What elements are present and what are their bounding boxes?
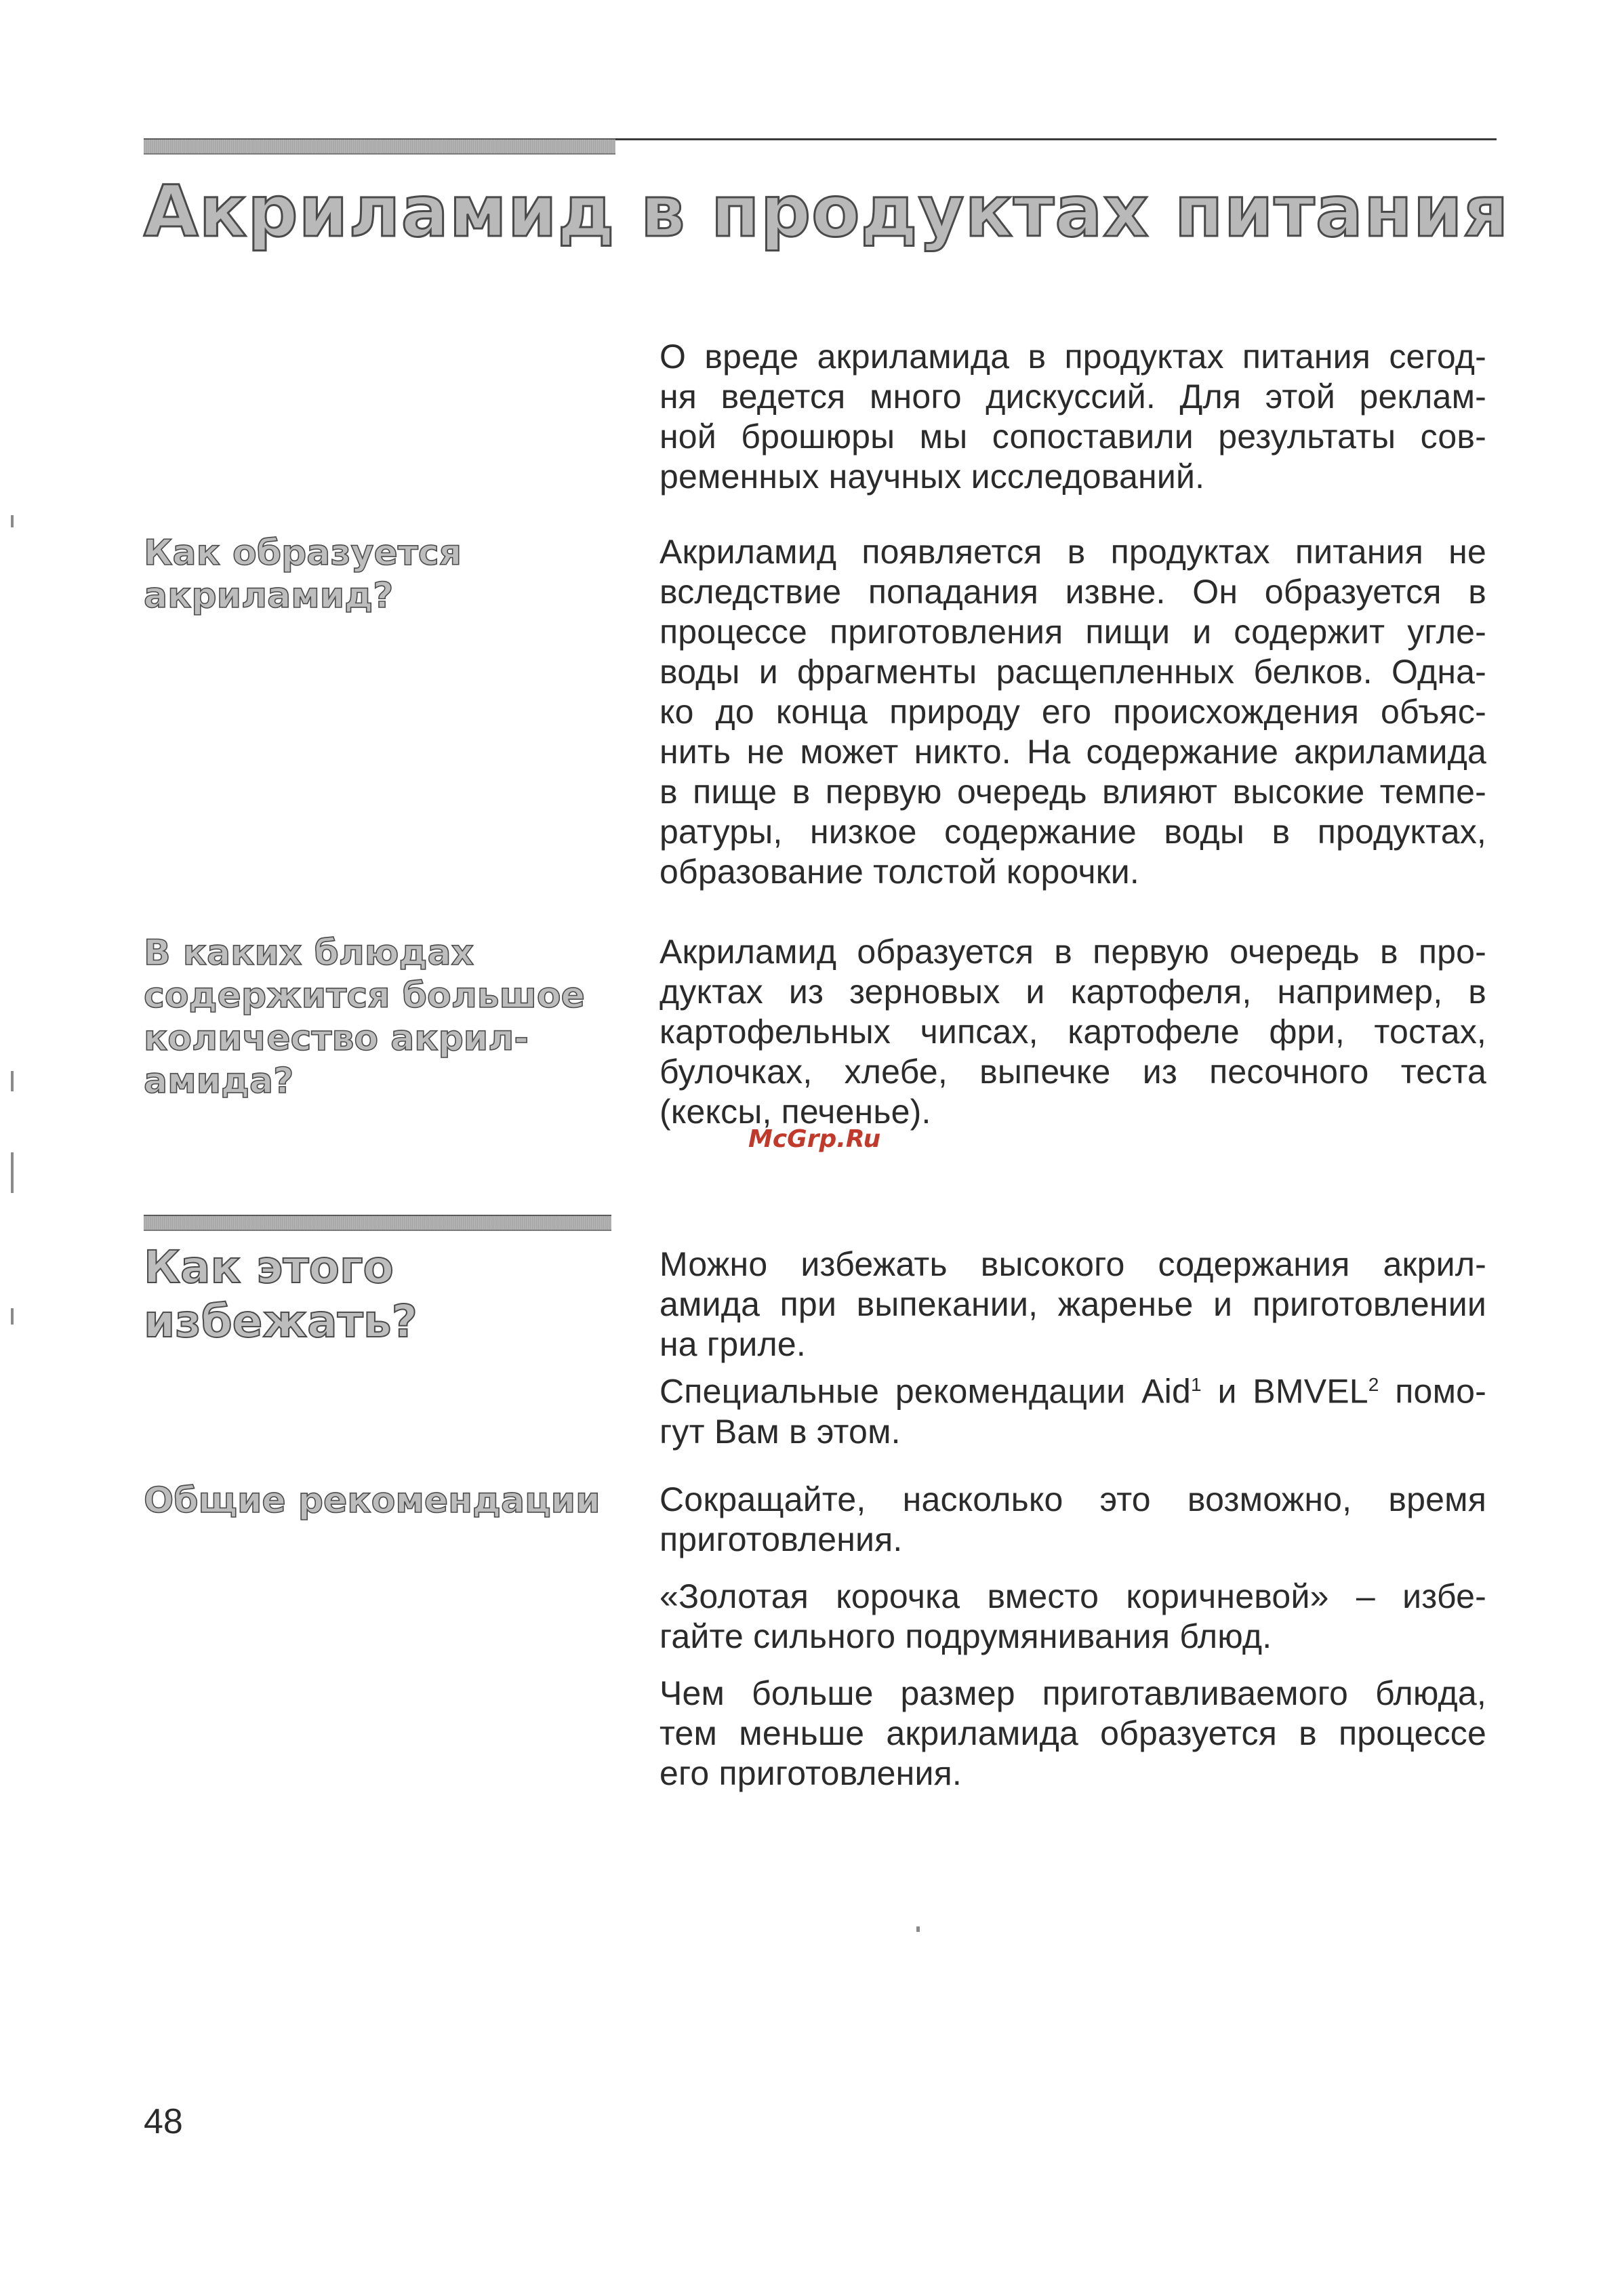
section4-body [659,1480,1486,1794]
text-line: гайте сильного подрумянивания блюд. [659,1617,1272,1655]
section2-heading [144,932,632,1103]
text-line: в пище в первую очередь влияют высокие темпе- [659,773,1486,811]
text-line: его приготовления. [659,1754,962,1792]
recommendation-2 [659,1577,1486,1657]
recommendation-1 [659,1480,1486,1560]
special-suffix: помо- [1379,1372,1486,1411]
text-line: гут Вам в этом. [659,1412,901,1451]
text-line: Акриламид появляется в продуктах питания не [659,533,1486,571]
text-line: нить не может никто. На содержание акриламида [659,733,1486,771]
section3-body [659,1245,1486,1452]
heading-line: избежать? [144,1295,418,1348]
section2-body [659,932,1486,1132]
recommendation-3 [659,1674,1486,1794]
scan-speck [916,1926,920,1932]
text-line: амида при выпекании, жаренье и приготовлении [659,1285,1486,1323]
heading-line: Общие рекомендации [144,1480,601,1521]
text-line: ной брошюры мы сопоставили результаты сов- [659,418,1486,456]
text-line: тем меньше акриламида образуется в процессе [659,1714,1486,1752]
text-line [659,1365,1486,1412]
heading-line: содержится большое [144,975,585,1016]
scan-speck [11,1152,14,1193]
page-title: Акриламид в продуктах питания [144,170,1509,253]
special-prefix: Специальные рекомендации Aid [659,1372,1191,1411]
title-rule [615,138,1497,140]
section1-heading [144,532,632,618]
text-line: (кексы, печенье). [659,1093,931,1131]
heading-line: акриламид? [144,575,394,616]
page-number: 48 [144,2102,183,2141]
text-line: воды и фрагменты расщепленных белков. Одна- [659,653,1486,691]
scan-speck [11,515,14,527]
text-line: вследствие попадания извне. Он образуется в [659,573,1486,611]
text-line: ратуры, низкое содержание воды в продуктах, [659,813,1486,851]
text-line: дуктах из зерновых и картофеля, например, в [659,973,1486,1011]
text-line: на гриле. [659,1325,806,1363]
section1-body [659,532,1486,892]
text-line: картофельных чипсах, картофеле фри, тостах, [659,1013,1486,1051]
footnote-1: 1 [1190,1374,1202,1395]
text-line: булочках, хлебе, выпечке из песочного теста [659,1053,1486,1091]
heading-line: Как образуется [144,533,462,573]
footnote-2: 2 [1368,1374,1379,1395]
text-line: ня ведется много дискуссий. Для этой реклам- [659,378,1486,416]
text-line: процессе приготовления пищи и содержит угле- [659,613,1486,651]
intro-paragraph [659,337,1486,497]
text-line: Можно избежать высокого содержания акрил- [659,1245,1486,1283]
section-divider [144,1215,611,1231]
text-line: ко до конца природу его происхождения объяс- [659,693,1486,731]
text-line: «Золотая корочка вместо коричневой» – избе- [659,1577,1486,1615]
scan-speck [11,1308,14,1325]
heading-line: амида? [144,1061,294,1102]
text-line: О вреде акриламида в продуктах питания сегод- [659,338,1486,376]
text-line: ременных научных исследований. [659,458,1205,496]
title-bar-accent [144,138,615,155]
heading-line: количество акрил- [144,1018,529,1059]
scan-speck [11,1071,14,1091]
text-line: образование толстой корочки. [659,853,1140,891]
heading-line: Как этого [144,1241,394,1293]
text-line: Акриламид образуется в первую очередь в про- [659,933,1486,971]
heading-line: В каких блюдах [144,933,474,973]
section4-heading [144,1480,632,1522]
text-line: Чем больше размер приготавливаемого блюда, [659,1674,1486,1712]
text-line: приготовления. [659,1520,903,1558]
section3-heading [144,1240,632,1349]
special-mid: и BMVEL [1201,1372,1368,1411]
watermark: McGrp.Ru [748,1125,881,1153]
text-line: Сокращайте, насколько это возможно, время [659,1480,1486,1518]
